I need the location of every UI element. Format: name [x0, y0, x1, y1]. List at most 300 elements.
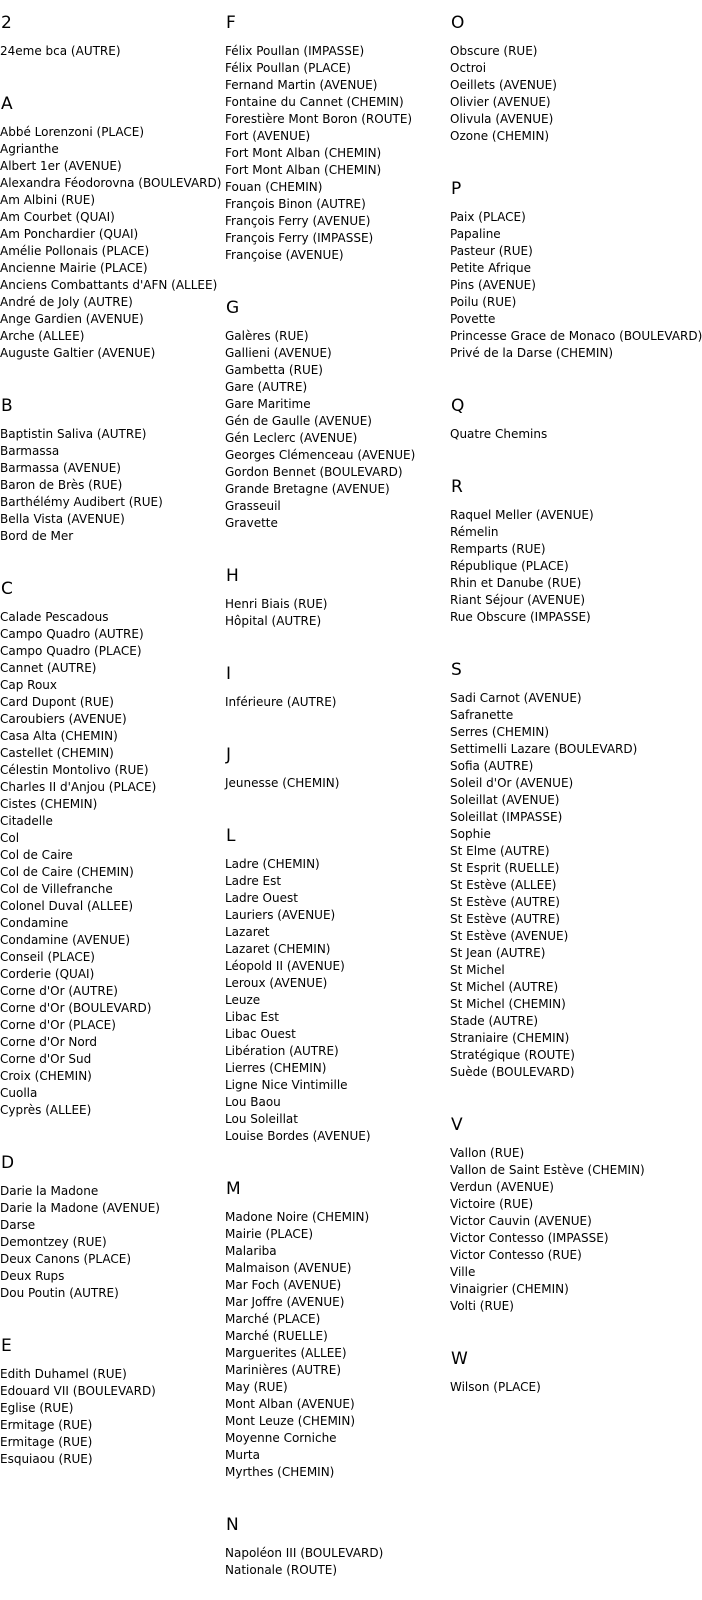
street-link[interactable]: Mont Leuze (CHEMIN)	[225, 1414, 355, 1428]
street-link[interactable]: Alexandra Féodorovna (BOULEVARD)	[0, 176, 222, 190]
street-list-item	[450, 277, 702, 294]
street-list-item	[0, 1366, 221, 1383]
street-list-item	[225, 396, 415, 413]
street-link[interactable]: Félix Poullan (PLACE)	[225, 61, 351, 75]
section-letter-heading: 2	[1, 13, 12, 33]
street-link[interactable]: Jeunesse (CHEMIN)	[225, 776, 340, 790]
street-link[interactable]: Barmassa (AVENUE)	[0, 461, 121, 475]
street-link[interactable]: Gén de Gaulle (AVENUE)	[225, 414, 372, 428]
street-link[interactable]: Sadi Carnot (AVENUE)	[450, 691, 582, 705]
street-list-item	[450, 609, 702, 626]
street-link[interactable]: Soleillat (AVENUE)	[450, 793, 560, 807]
street-list-item	[450, 558, 702, 575]
street-link[interactable]: Marinières (AUTRE)	[225, 1363, 342, 1377]
street-list-item	[225, 1043, 415, 1060]
street-link[interactable]: Mont Alban (AVENUE)	[225, 1397, 355, 1411]
street-link[interactable]: Caroubiers (AVENUE)	[0, 712, 127, 726]
street-link[interactable]: St Michel	[450, 963, 505, 977]
street-list-item	[450, 1379, 702, 1396]
street-link[interactable]: Cistes (CHEMIN)	[0, 797, 98, 811]
street-link[interactable]: Lierres (CHEMIN)	[225, 1061, 327, 1075]
street-link[interactable]: Col de Caire (CHEMIN)	[0, 865, 134, 879]
street-link[interactable]: May (RUE)	[225, 1380, 288, 1394]
street-link[interactable]: Casa Alta (CHEMIN)	[0, 729, 118, 743]
street-link[interactable]: Am Albini (RUE)	[0, 193, 96, 207]
street-link[interactable]: Corderie (QUAI)	[0, 967, 95, 981]
street-link[interactable]: Remparts (RUE)	[450, 542, 546, 556]
street-link[interactable]: Gallieni (AVENUE)	[225, 346, 332, 360]
street-link[interactable]: Leuze	[225, 993, 261, 1007]
street-link[interactable]: Obscure (RUE)	[450, 44, 538, 58]
letter-section	[450, 166, 702, 383]
street-link[interactable]: Abbé Lorenzoni (PLACE)	[0, 125, 145, 139]
street-list-item	[0, 813, 221, 830]
street-link[interactable]: Deux Rups	[0, 1269, 65, 1283]
street-list-item	[225, 77, 415, 94]
section-letter-heading: C	[1, 579, 13, 599]
section-spacer	[0, 545, 221, 566]
street-link[interactable]: Povette	[450, 312, 496, 326]
street-link[interactable]: Rémelin	[450, 525, 499, 539]
street-link[interactable]: Agrianthe	[0, 142, 59, 156]
street-link[interactable]: Am Ponchardier (QUAI)	[0, 227, 139, 241]
street-list-item	[225, 1009, 415, 1026]
street-list	[450, 209, 702, 362]
street-link[interactable]: Princesse Grace de Monaco (BOULEVARD)	[450, 329, 702, 343]
street-link[interactable]: Anciens Combattants d'AFN (ALLEE)	[0, 278, 218, 292]
street-list-item	[450, 758, 702, 775]
street-link[interactable]: Fernand Martin (AVENUE)	[225, 78, 378, 92]
street-list-item	[225, 1328, 415, 1345]
street-link[interactable]: Deux Canons (PLACE)	[0, 1252, 132, 1266]
street-list-item	[0, 328, 221, 345]
street-link[interactable]: Françoise (AVENUE)	[225, 248, 344, 262]
street-list	[225, 328, 415, 532]
street-link[interactable]: Verdun (AVENUE)	[450, 1180, 554, 1194]
street-link[interactable]: Darie la Madone (AVENUE)	[0, 1201, 160, 1215]
street-list-item	[450, 707, 702, 724]
street-list-item	[0, 528, 221, 545]
street-link[interactable]: Stade (AUTRE)	[450, 1014, 539, 1028]
street-link[interactable]: Victor Contesso (RUE)	[450, 1248, 582, 1262]
street-link[interactable]: St Michel (CHEMIN)	[450, 997, 566, 1011]
street-link[interactable]: St Elme (AUTRE)	[450, 844, 550, 858]
section-letter-heading: O	[451, 13, 465, 33]
street-link[interactable]: François Ferry (IMPASSE)	[225, 231, 374, 245]
street-list-item	[0, 779, 221, 796]
street-link[interactable]: Ancienne Mairie (PLACE)	[0, 261, 148, 275]
street-list-item	[0, 1251, 221, 1268]
street-list	[0, 609, 221, 1119]
street-list-item	[225, 1128, 415, 1145]
street-list-item	[0, 796, 221, 813]
street-link[interactable]: Col	[0, 831, 20, 845]
street-list-item	[225, 775, 415, 792]
street-list-item	[450, 911, 702, 928]
street-link[interactable]: Charles II d'Anjou (PLACE)	[0, 780, 157, 794]
street-list-item	[450, 1230, 702, 1247]
street-list-item	[450, 877, 702, 894]
street-link[interactable]: Cannet (AUTRE)	[0, 661, 97, 675]
street-link[interactable]: Citadelle	[0, 814, 53, 828]
street-link[interactable]: Léopold II (AVENUE)	[225, 959, 345, 973]
street-link[interactable]: Pasteur (RUE)	[450, 244, 533, 258]
street-list-item	[0, 1400, 221, 1417]
street-list-item	[450, 1145, 702, 1162]
street-link[interactable]: Serres (CHEMIN)	[450, 725, 550, 739]
street-link[interactable]: Fort Mont Alban (CHEMIN)	[225, 146, 382, 160]
street-link[interactable]: Campo Quadro (PLACE)	[0, 644, 142, 658]
street-link[interactable]: République (PLACE)	[450, 559, 569, 573]
street-link[interactable]: Vallon (RUE)	[450, 1146, 525, 1160]
street-list-item	[0, 226, 221, 243]
street-link[interactable]: Libération (AUTRE)	[225, 1044, 339, 1058]
street-link[interactable]: Croix (CHEMIN)	[0, 1069, 92, 1083]
street-link[interactable]: Mairie (PLACE)	[225, 1227, 314, 1241]
section-letter-heading: F	[226, 13, 236, 33]
street-list-item	[0, 158, 221, 175]
section-letter-heading: E	[1, 1336, 12, 1356]
street-link[interactable]: Ermitage (RUE)	[0, 1435, 93, 1449]
street-link[interactable]: Ermitage (RUE)	[0, 1418, 93, 1432]
letter-section	[0, 81, 221, 383]
street-list-item	[0, 1068, 221, 1085]
street-link[interactable]: Ladre Est	[225, 874, 282, 888]
street-link[interactable]: Hôpital (AUTRE)	[225, 614, 322, 628]
street-list-item	[450, 260, 702, 277]
street-list	[450, 690, 702, 1081]
section-letter-heading: G	[226, 298, 240, 318]
street-list-item	[450, 575, 702, 592]
street-list-item	[0, 898, 221, 915]
street-link[interactable]: Cap Roux	[0, 678, 58, 692]
street-link[interactable]: Eglise (RUE)	[0, 1401, 74, 1415]
street-list-item	[0, 511, 221, 528]
street-link[interactable]: Madone Noire (CHEMIN)	[225, 1210, 370, 1224]
street-link[interactable]: Papaline	[450, 227, 501, 241]
street-link[interactable]: Louise Bordes (AVENUE)	[225, 1129, 371, 1143]
street-link[interactable]: Rhin et Danube (RUE)	[450, 576, 582, 590]
street-link[interactable]: Bella Vista (AVENUE)	[0, 512, 125, 526]
street-link[interactable]: Gambetta (RUE)	[225, 363, 323, 377]
street-link[interactable]: Demontzey (RUE)	[0, 1235, 107, 1249]
street-link[interactable]: Olivula (AVENUE)	[450, 112, 554, 126]
street-link[interactable]: Inférieure (AUTRE)	[225, 695, 337, 709]
street-link[interactable]: Fort (AVENUE)	[225, 129, 311, 143]
section-spacer	[450, 145, 702, 166]
street-list-item	[0, 1434, 221, 1451]
street-link[interactable]: Murta	[225, 1448, 260, 1462]
street-link[interactable]: Amélie Pollonais (PLACE)	[0, 244, 150, 258]
street-link[interactable]: St Esprit (RUELLE)	[450, 861, 560, 875]
street-link[interactable]: Galères (RUE)	[225, 329, 309, 343]
street-link[interactable]: Corne d'Or (PLACE)	[0, 1018, 116, 1032]
street-list-item	[225, 1094, 415, 1111]
street-link[interactable]: Ladre Ouest	[225, 891, 298, 905]
street-link[interactable]: Olivier (AVENUE)	[450, 95, 551, 109]
street-link[interactable]: Octroi	[450, 61, 487, 75]
street-link[interactable]: Safranette	[450, 708, 514, 722]
street-link[interactable]: Ligne Nice Vintimille	[225, 1078, 348, 1092]
street-list-item	[0, 124, 221, 141]
street-link[interactable]: Libac Ouest	[225, 1027, 296, 1041]
street-link[interactable]: Col de Caire	[0, 848, 73, 862]
street-link[interactable]: Bord de Mer	[0, 529, 74, 543]
street-list-item	[225, 613, 415, 630]
street-link[interactable]: Volti (RUE)	[450, 1299, 514, 1313]
street-list-item	[0, 643, 221, 660]
street-link[interactable]: Félix Poullan (IMPASSE)	[225, 44, 365, 58]
street-link[interactable]: Petite Afrique	[450, 261, 532, 275]
street-list-item	[225, 1447, 415, 1464]
street-link[interactable]: Condamine	[0, 916, 69, 930]
street-link[interactable]: Ladre (CHEMIN)	[225, 857, 320, 871]
street-list-item	[450, 345, 702, 362]
street-list-item	[225, 1209, 415, 1226]
letter-section	[225, 0, 415, 285]
street-link[interactable]: Lou Soleillat	[225, 1112, 298, 1126]
street-list-item	[450, 809, 702, 826]
street-link[interactable]: Am Courbet (QUAI)	[0, 210, 115, 224]
street-link[interactable]: Ozone (CHEMIN)	[450, 129, 550, 143]
street-link[interactable]: St Estève (AUTRE)	[450, 895, 560, 909]
street-link[interactable]: Corne d'Or Sud	[0, 1052, 92, 1066]
street-link[interactable]: Marguerites (ALLEE)	[225, 1346, 347, 1360]
street-link[interactable]: Privé de la Darse (CHEMIN)	[450, 346, 614, 360]
street-list-item	[225, 162, 415, 179]
street-list-item	[225, 1430, 415, 1447]
street-link[interactable]: Oeillets (AVENUE)	[450, 78, 557, 92]
street-list-item	[0, 626, 221, 643]
street-index-column-2	[225, 0, 415, 1600]
street-list-item	[0, 728, 221, 745]
street-list	[225, 596, 415, 630]
street-list-item	[0, 175, 221, 192]
street-link[interactable]: Mar Joffre (AVENUE)	[225, 1295, 345, 1309]
street-list	[225, 1545, 415, 1579]
street-list-item	[0, 864, 221, 881]
street-link[interactable]: Gravette	[225, 516, 278, 530]
street-list-item	[450, 592, 702, 609]
street-link[interactable]: St Estève (AVENUE)	[450, 929, 569, 943]
street-link[interactable]: Malmaison (AVENUE)	[225, 1261, 352, 1275]
street-list	[450, 1379, 702, 1396]
letter-section	[450, 0, 702, 166]
street-link[interactable]: Forestière Mont Boron (ROUTE)	[225, 112, 413, 126]
street-list-item	[450, 111, 702, 128]
street-list-item	[225, 1545, 415, 1562]
section-spacer	[450, 1315, 702, 1336]
street-link[interactable]: Raquel Meller (AVENUE)	[450, 508, 594, 522]
street-link[interactable]: Marché (RUELLE)	[225, 1329, 328, 1343]
street-link[interactable]: Grasseuil	[225, 499, 281, 513]
street-link[interactable]: Wilson (PLACE)	[450, 1380, 541, 1394]
street-list-item	[450, 226, 702, 243]
street-link[interactable]: Condamine (AVENUE)	[0, 933, 131, 947]
street-list-item	[450, 524, 702, 541]
street-link[interactable]: Henri Biais (RUE)	[225, 597, 328, 611]
street-link[interactable]: Paix (PLACE)	[450, 210, 526, 224]
street-link[interactable]: Mar Foch (AVENUE)	[225, 1278, 342, 1292]
street-link[interactable]: Gare Maritime	[225, 397, 311, 411]
street-link[interactable]: Stratégique (ROUTE)	[450, 1048, 575, 1062]
street-list-item	[450, 860, 702, 877]
street-list-item	[225, 345, 415, 362]
street-link[interactable]: Auguste Galtier (AVENUE)	[0, 346, 156, 360]
street-link[interactable]: Col de Villefranche	[0, 882, 113, 896]
street-link[interactable]: Célestin Montolivo (RUE)	[0, 763, 149, 777]
street-link[interactable]: St Michel (AUTRE)	[450, 980, 559, 994]
street-list-item	[0, 1200, 221, 1217]
street-link[interactable]: Fort Mont Alban (CHEMIN)	[225, 163, 382, 177]
street-list-item	[0, 660, 221, 677]
street-link[interactable]: Esquiaou (RUE)	[0, 1452, 93, 1466]
street-link[interactable]: Victor Cauvin (AVENUE)	[450, 1214, 592, 1228]
street-link[interactable]: François Binon (AUTRE)	[225, 197, 366, 211]
street-link[interactable]: Lazaret	[225, 925, 270, 939]
street-list-item	[0, 1417, 221, 1434]
street-link[interactable]: Colonel Duval (ALLEE)	[0, 899, 134, 913]
street-link[interactable]: Cyprès (ALLEE)	[0, 1103, 92, 1117]
street-link[interactable]: André de Joly (AUTRE)	[0, 295, 133, 309]
street-link[interactable]: Victor Contesso (IMPASSE)	[450, 1231, 609, 1245]
street-list-item	[0, 966, 221, 983]
street-link[interactable]: Soleil d'Or (AVENUE)	[450, 776, 574, 790]
street-link[interactable]: Moyenne Corniche	[225, 1431, 337, 1445]
street-link[interactable]: Darie la Madone	[0, 1184, 99, 1198]
street-link[interactable]: Calade Pescadous	[0, 610, 109, 624]
street-link[interactable]: Ville	[450, 1265, 476, 1279]
letter-section	[225, 285, 415, 553]
street-list-item	[450, 541, 702, 558]
street-list-item	[450, 77, 702, 94]
street-link[interactable]: 24eme bca (AUTRE)	[0, 44, 121, 58]
street-list-item	[0, 243, 221, 260]
street-link[interactable]: Quatre Chemins	[450, 427, 548, 441]
street-link[interactable]: St Estève (ALLEE)	[450, 878, 557, 892]
street-link[interactable]: Malariba	[225, 1244, 277, 1258]
street-link[interactable]: Pins (AVENUE)	[450, 278, 536, 292]
street-list-item	[0, 192, 221, 209]
street-link[interactable]: St Estève (AUTRE)	[450, 912, 560, 926]
street-list-item	[225, 1026, 415, 1043]
street-list-item	[450, 43, 702, 60]
street-list-item	[0, 1268, 221, 1285]
street-link[interactable]: Vallon de Saint Estève (CHEMIN)	[450, 1163, 645, 1177]
street-link[interactable]: Castellet (CHEMIN)	[0, 746, 114, 760]
street-list-item	[0, 745, 221, 762]
street-link[interactable]: Nationale (ROUTE)	[225, 1563, 338, 1577]
street-link[interactable]: Darse	[0, 1218, 36, 1232]
street-list	[225, 1209, 415, 1481]
street-link[interactable]: Soleillat (IMPASSE)	[450, 810, 563, 824]
street-link[interactable]: Arche (ALLEE)	[0, 329, 85, 343]
street-link[interactable]: Suède (BOULEVARD)	[450, 1065, 575, 1079]
street-link[interactable]: Edouard VII (BOULEVARD)	[0, 1384, 156, 1398]
street-link[interactable]: Lauriers (AVENUE)	[225, 908, 336, 922]
street-link[interactable]: Gén Leclerc (AVENUE)	[225, 431, 358, 445]
street-link[interactable]: Leroux (AVENUE)	[225, 976, 328, 990]
street-list-item	[225, 1077, 415, 1094]
street-link[interactable]: Georges Clémenceau (AVENUE)	[225, 448, 416, 462]
street-link[interactable]: Gare (AUTRE)	[225, 380, 308, 394]
street-list-item	[450, 1030, 702, 1047]
street-link[interactable]: Riant Séjour (AVENUE)	[450, 593, 586, 607]
street-link[interactable]: Lou Baou	[225, 1095, 281, 1109]
street-link[interactable]: Poilu (RUE)	[450, 295, 517, 309]
street-link[interactable]: Myrthes (CHEMIN)	[225, 1465, 335, 1479]
street-link[interactable]: Sophie	[450, 827, 491, 841]
street-link[interactable]: Vinaigrier (CHEMIN)	[450, 1282, 569, 1296]
street-link[interactable]: Corne d'Or (BOULEVARD)	[0, 1001, 152, 1015]
street-link[interactable]: Lazaret (CHEMIN)	[225, 942, 331, 956]
street-link[interactable]: Baron de Brès (RUE)	[0, 478, 123, 492]
street-link[interactable]: Sofia (AUTRE)	[450, 759, 534, 773]
street-link[interactable]: François Ferry (AVENUE)	[225, 214, 371, 228]
street-list-item	[225, 1111, 415, 1128]
letter-section	[225, 732, 415, 813]
letter-section	[450, 383, 702, 464]
street-link[interactable]: Gordon Bennet (BOULEVARD)	[225, 465, 403, 479]
street-link[interactable]: Corne d'Or (AUTRE)	[0, 984, 118, 998]
street-list-item	[450, 741, 702, 758]
street-list-item	[450, 979, 702, 996]
section-spacer	[450, 1396, 702, 1417]
street-link[interactable]: Grande Bretagne (AVENUE)	[225, 482, 390, 496]
street-link[interactable]: Conseil (PLACE)	[0, 950, 95, 964]
street-list-item	[0, 1034, 221, 1051]
street-link[interactable]: Settimelli Lazare (BOULEVARD)	[450, 742, 638, 756]
street-link[interactable]: Napoléon III (BOULEVARD)	[225, 1546, 384, 1560]
street-link[interactable]: Corne d'Or Nord	[0, 1035, 98, 1049]
section-spacer	[450, 626, 702, 647]
street-list-item	[0, 932, 221, 949]
street-link[interactable]: Campo Quadro (AUTRE)	[0, 627, 144, 641]
street-list-item	[225, 1226, 415, 1243]
street-list-item	[450, 1162, 702, 1179]
street-list-item	[225, 975, 415, 992]
street-link[interactable]: Barthélémy Audibert (RUE)	[0, 495, 163, 509]
street-list-item	[450, 507, 702, 524]
street-link[interactable]: Baptistin Saliva (AUTRE)	[0, 427, 147, 441]
section-letter-heading: D	[1, 1153, 15, 1173]
street-link[interactable]: Ange Gardien (AVENUE)	[0, 312, 144, 326]
street-link[interactable]: Libac Est	[225, 1010, 279, 1024]
street-link[interactable]: Dou Poutin (AUTRE)	[0, 1286, 119, 1300]
street-list-item	[450, 311, 702, 328]
street-link[interactable]: Straniaire (CHEMIN)	[450, 1031, 570, 1045]
street-link[interactable]: St Jean (AUTRE)	[450, 946, 546, 960]
street-link[interactable]: Card Dupont (RUE)	[0, 695, 114, 709]
street-link[interactable]: Albert 1er (AVENUE)	[0, 159, 122, 173]
street-link[interactable]: Fontaine du Cannet (CHEMIN)	[225, 95, 404, 109]
street-link[interactable]: Fouan (CHEMIN)	[225, 180, 323, 194]
street-list-item	[0, 277, 221, 294]
street-list-item	[450, 243, 702, 260]
street-link[interactable]: Victoire (RUE)	[450, 1197, 534, 1211]
street-link[interactable]: Marché (PLACE)	[225, 1312, 321, 1326]
street-list-item	[450, 826, 702, 843]
street-list-item	[225, 179, 415, 196]
street-list-item	[225, 1562, 415, 1579]
section-spacer	[450, 1081, 702, 1102]
street-link[interactable]: Rue Obscure (IMPASSE)	[450, 610, 591, 624]
street-link[interactable]: Edith Duhamel (RUE)	[0, 1367, 127, 1381]
street-link[interactable]: Barmassa	[0, 444, 60, 458]
street-list	[225, 43, 415, 264]
street-link[interactable]: Cuolla	[0, 1086, 38, 1100]
street-list-item	[0, 294, 221, 311]
